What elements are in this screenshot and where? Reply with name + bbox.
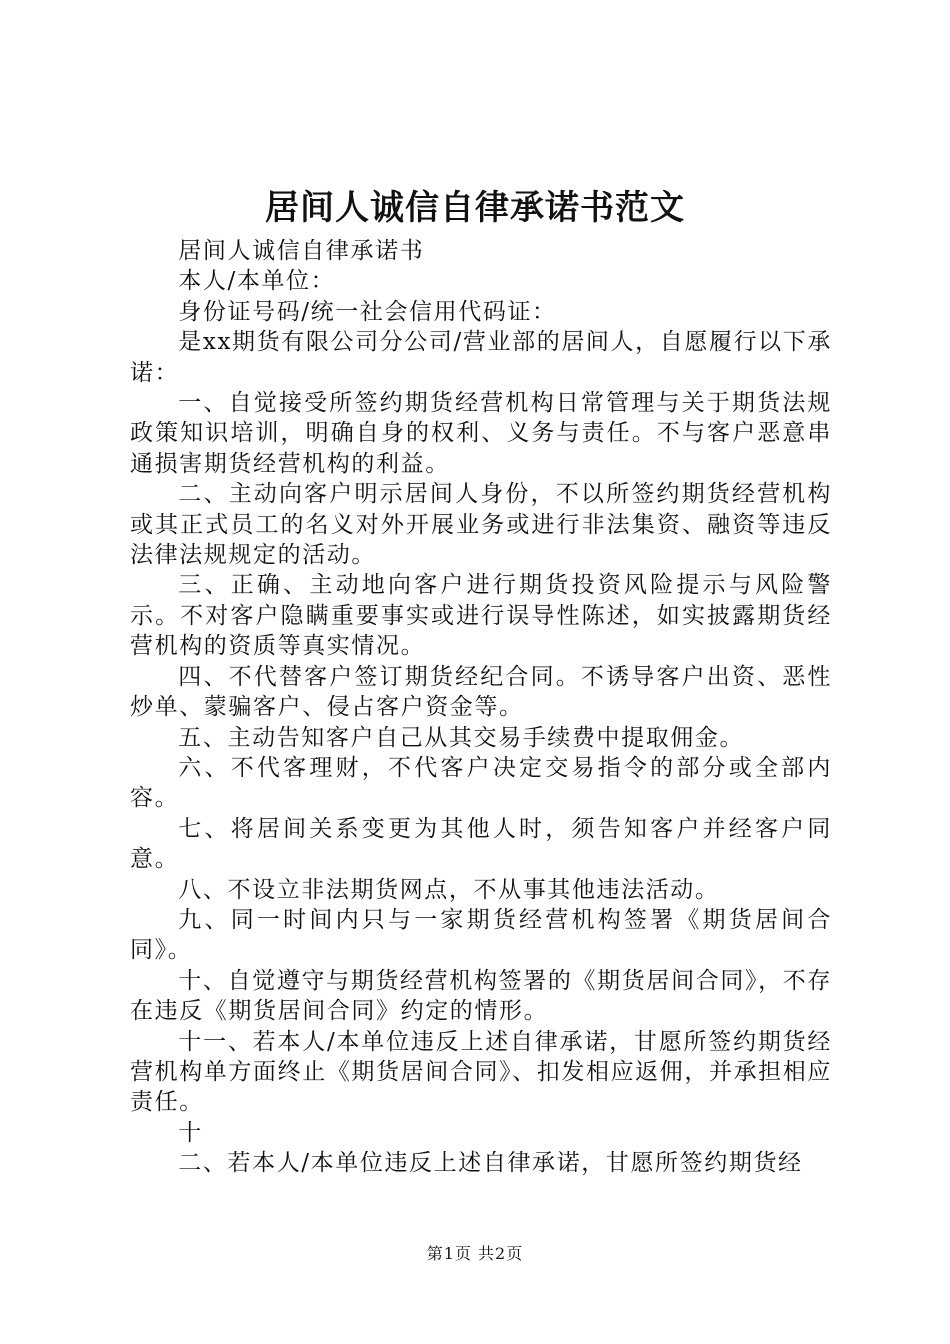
paragraph: 是xx期货有限公司分公司/营业部的居间人，自愿履行以下承诺： [130,329,832,386]
paragraph: 十 [178,1119,203,1146]
paragraph: 四、不代替客户签订期货经纪合同。不诱导客户出资、恶性炒单、蒙骗客户、侵占客户资金等。 [130,663,832,721]
paragraph: 身份证号码/统一社会信用代码证： [178,298,557,325]
paragraph: 八、不设立非法期货网点，不从事其他违法活动。 [178,876,720,903]
paragraph: 九、同一时间内只与一家期货经营机构签署《期货居间合同》。 [130,906,832,964]
paragraph: 二、若本人/本单位违反上述自律承诺，甘愿所签约期货经 [178,1150,803,1177]
paragraph: 一、自觉接受所签约期货经营机构日常管理与关于期货法规政策知识培训，明确自身的权利、义务与责任。不与客户恶意串通损害期货经营机构的利益。 [130,390,832,477]
paragraph: 三、正确、主动地向客户进行期货投资风险提示与风险警示。不对客户隐瞒重要事实或进行误导性陈述，如实披露期货经营机构的资质等真实情况。 [130,572,832,660]
paragraph: 六、不代客理财，不代客户决定交易指令的部分或全部内容。 [130,754,832,812]
paragraph: 十一、若本人/本单位违反上述自律承诺，甘愿所签约期货经营机构单方面终止《期货居间合同》、扣发相应返佣，并承担相应责任。 [130,1028,832,1116]
paragraph: 十、自觉遵守与期货经营机构签署的《期货居间合同》，不存在违反《期货居间合同》约定的情形。 [130,967,832,1025]
document-body [130,236,832,1179]
paragraph: 七、将居间关系变更为其他人时，须告知客户并经客户同意。 [130,815,832,873]
paragraph: 二、主动向客户明示居间人身份，不以所签约期货经营机构或其正式员工的名义对外开展业务或进行非法集资、融资等违反法律法规规定的活动。 [130,481,832,569]
document-title: 居间人诚信自律承诺书范文 [265,188,685,228]
paragraph: 五、主动告知客户自己从其交易手续费中提取佣金。 [178,724,745,751]
paragraph: 居间人诚信自律承诺书 [178,238,425,264]
page-number: 第1页 共2页 [426,1244,524,1263]
paragraph: 本人/本单位： [178,268,336,295]
